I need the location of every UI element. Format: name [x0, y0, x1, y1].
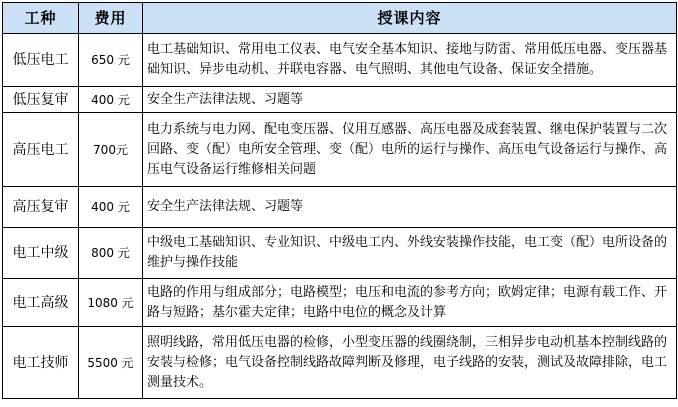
- header-type: 工种: [3, 3, 79, 34]
- fee-cell: 400 元: [79, 187, 143, 228]
- fee-cell: 5500 元: [79, 327, 143, 399]
- job-type-cell: 低压复审: [3, 87, 79, 113]
- course-fee-table: [2, 2, 677, 399]
- table-row: [3, 87, 677, 113]
- table-row: [3, 187, 677, 228]
- job-type-cell: 电工技师: [3, 327, 79, 399]
- table-row: [3, 327, 677, 399]
- fee-cell: 800 元: [79, 228, 143, 279]
- table-header-row: [3, 3, 677, 34]
- job-type-cell: 高压复审: [3, 187, 79, 228]
- course-content-cell: 电路的作用与组成部分；电路模型；电压和电流的参考方向；欧姆定律；电源有载工作、开路与短路；基尔霍夫定律；电路中电位的概念及计算: [143, 279, 677, 327]
- table-row: [3, 228, 677, 279]
- fee-cell: 1080 元: [79, 279, 143, 327]
- fee-cell: 650 元: [79, 34, 143, 87]
- fee-cell: 700元: [79, 113, 143, 187]
- job-type-cell: 高压电工: [3, 113, 79, 187]
- header-content: 授课内容: [143, 3, 677, 34]
- course-content-cell: 安全生产法律法规、习题等: [143, 87, 677, 113]
- fee-cell: 400 元: [79, 87, 143, 113]
- table-row: [3, 113, 677, 187]
- course-content-cell: 电工基础知识、常用电工仪表、电气安全基本知识、接地与防雷、常用低压电器、变压器基础知识、异步电动机、并联电容器、电气照明、其他电气设备、保证安全措施。: [143, 34, 677, 87]
- course-content-cell: 照明线路，常用低压电器的检修，小型变压器的线圈绕制，三相异步电动机基本控制线路的安装与检修；电气设备控制线路故障判断及修理，电子线路的安装，测试及故障排除，电工测量技术。: [143, 327, 677, 399]
- table-row: [3, 279, 677, 327]
- job-type-cell: 低压电工: [3, 34, 79, 87]
- course-content-cell: 中级电工基础知识、专业知识、中级电工内、外线安装操作技能，电工变（配）电所设备的维护与操作技能: [143, 228, 677, 279]
- course-content-cell: 电力系统与电力网、配电变压器、仪用互感器、高压电器及成套装置、继电保护装置与二次回路、变（配）电所安全管理、变（配）电所的运行与操作、高压电气设备运行与操作、高压电气设备运行维修相关问题: [143, 113, 677, 187]
- course-content-cell: 安全生产法律法规、习题等: [143, 187, 677, 228]
- table-row: [3, 34, 677, 87]
- header-fee: 费用: [79, 3, 143, 34]
- job-type-cell: 电工中级: [3, 228, 79, 279]
- job-type-cell: 电工高级: [3, 279, 79, 327]
